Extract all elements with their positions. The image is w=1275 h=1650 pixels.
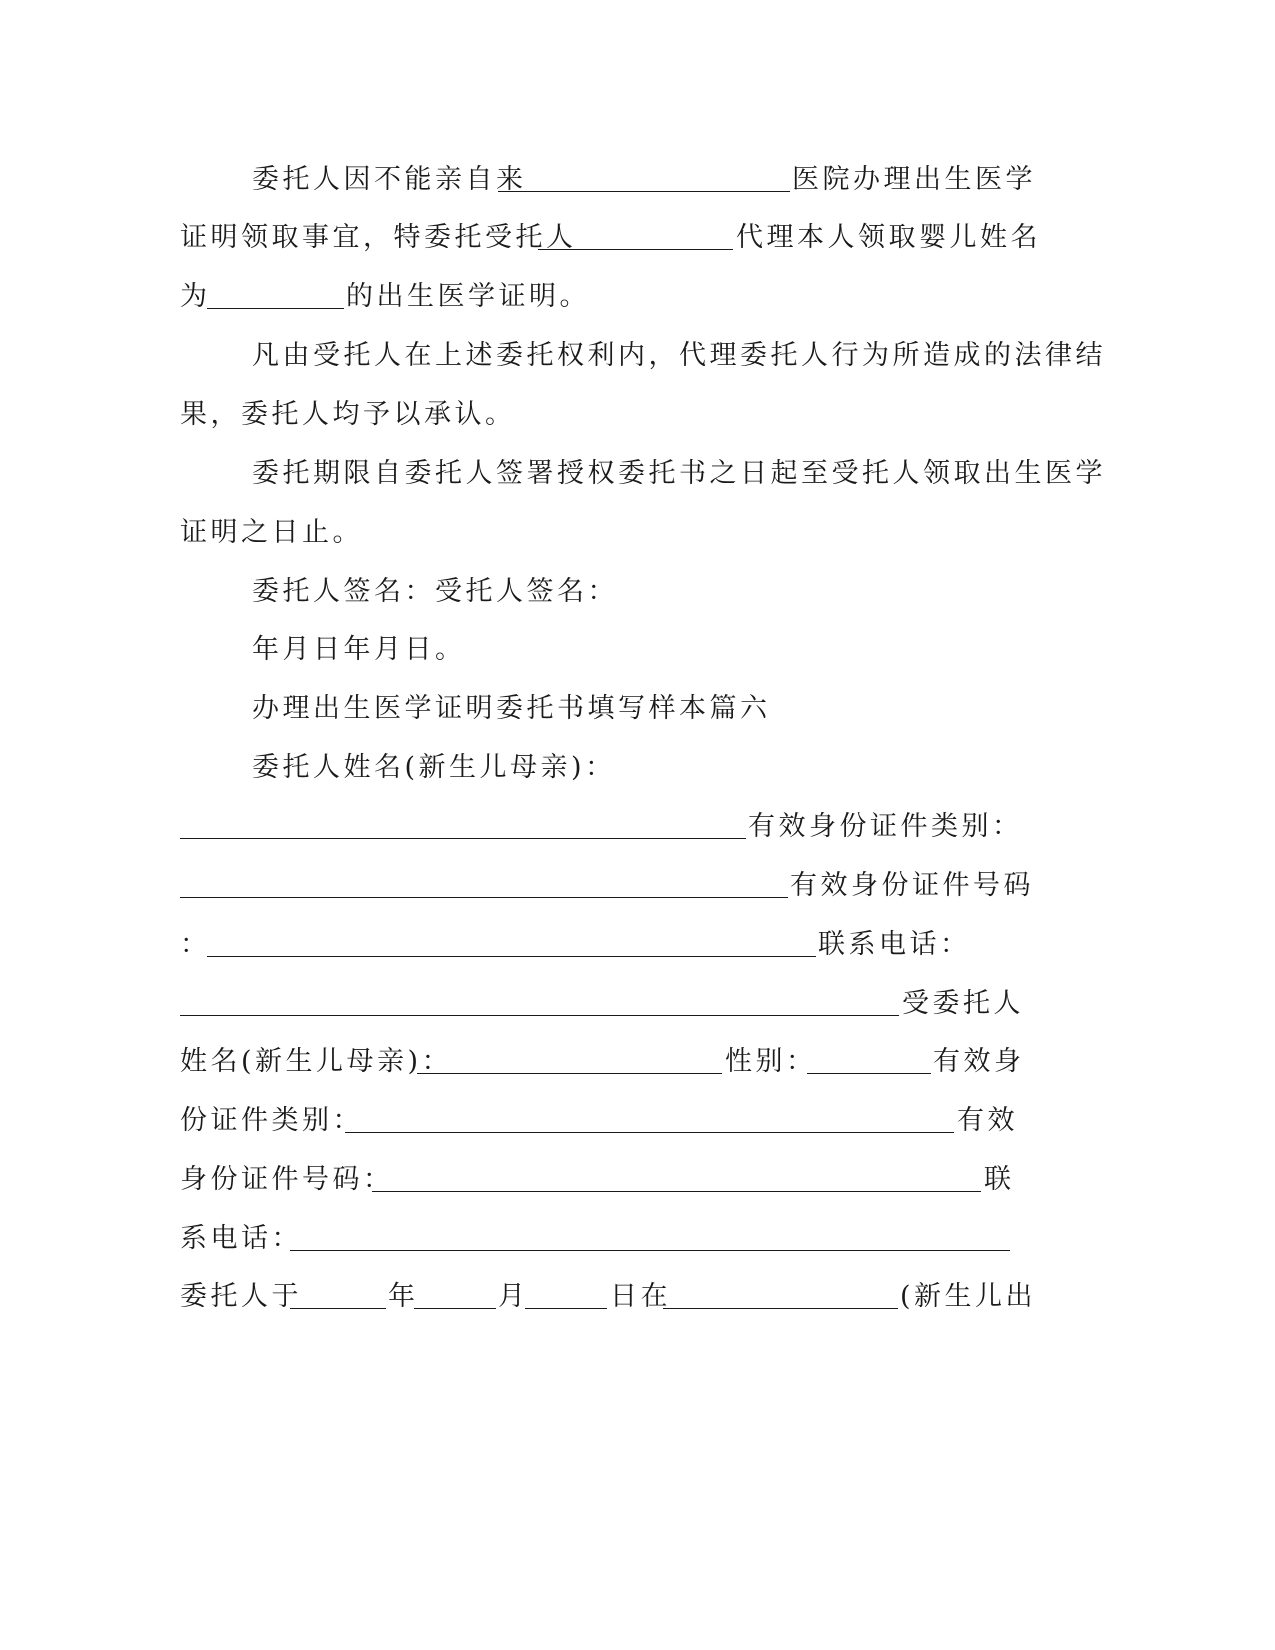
paragraph-3-line-1 bbox=[0, 454, 1275, 494]
client-name-blank bbox=[180, 838, 746, 839]
text-segment: 身份证件号码： bbox=[180, 1164, 394, 1195]
form-line-6 bbox=[0, 1042, 1275, 1082]
form-line-3 bbox=[0, 866, 1275, 906]
text-segment: 有效身 bbox=[933, 1046, 1025, 1077]
form-line-8 bbox=[0, 1160, 1275, 1200]
paragraph-1-line-1 bbox=[0, 160, 1275, 200]
date-line bbox=[0, 630, 1275, 670]
text-segment: 委托人姓名(新生儿母亲)： bbox=[252, 752, 616, 783]
month-blank bbox=[414, 1308, 496, 1309]
form-line-1 bbox=[0, 748, 1275, 788]
text-segment: 月 bbox=[498, 1281, 529, 1312]
trustee-id-number-blank bbox=[372, 1191, 981, 1192]
trustee-phone-blank bbox=[290, 1250, 1010, 1251]
text-segment: 果，委托人均予以承认。 bbox=[180, 399, 516, 430]
birth-place-blank bbox=[663, 1308, 898, 1309]
hospital-name-blank bbox=[498, 191, 790, 192]
paragraph-2-line-1 bbox=[0, 336, 1275, 376]
text-segment: 年月日年月日。 bbox=[252, 634, 466, 665]
text-segment: 委托人签名：受托人签名： bbox=[252, 576, 618, 607]
trustee-name-blank bbox=[538, 249, 733, 250]
text-segment: 代理本人领取婴儿姓名 bbox=[736, 222, 1041, 253]
text-segment: 证明之日止。 bbox=[180, 517, 363, 548]
text-segment: 姓名(新生儿母亲)： bbox=[180, 1046, 453, 1077]
paragraph-1-line-2 bbox=[0, 218, 1275, 258]
text-segment: 年 bbox=[388, 1281, 419, 1312]
text-segment: 的出生医学证明。 bbox=[346, 281, 590, 312]
text-segment: 份证件类别： bbox=[180, 1105, 363, 1136]
section-title: 办理出生医学证明委托书填写样本篇六 bbox=[252, 693, 771, 724]
client-id-number-blank bbox=[207, 956, 816, 957]
text-segment: 有效 bbox=[957, 1105, 1018, 1136]
text-segment: 受委托人 bbox=[902, 988, 1024, 1019]
text-segment: 证明领取事宜，特委托受托人 bbox=[180, 222, 577, 253]
client-id-type-blank bbox=[180, 897, 788, 898]
paragraph-2-line-2 bbox=[0, 395, 1275, 435]
text-segment: 有效身份证件类别： bbox=[748, 811, 1023, 842]
text-segment: 为 bbox=[180, 281, 211, 312]
signature-line bbox=[0, 572, 1275, 612]
text-segment: 有效身份证件号码 bbox=[790, 870, 1034, 901]
form-line-4 bbox=[0, 925, 1275, 965]
year-blank bbox=[290, 1308, 386, 1309]
text-segment: 医院办理出生医学 bbox=[792, 164, 1036, 195]
text-segment: 委托人于 bbox=[180, 1281, 302, 1312]
day-blank bbox=[525, 1308, 607, 1309]
text-segment: 系电话： bbox=[180, 1223, 302, 1254]
section-heading bbox=[0, 689, 1275, 729]
text-segment: 性别： bbox=[725, 1046, 817, 1077]
text-segment: 日在 bbox=[610, 1281, 671, 1312]
client-phone-blank bbox=[180, 1015, 899, 1016]
text-segment: 联 bbox=[984, 1164, 1015, 1195]
trustee-gender-blank bbox=[807, 1073, 931, 1074]
text-segment: ： bbox=[180, 929, 211, 960]
form-line-9 bbox=[0, 1219, 1275, 1259]
form-line-2 bbox=[0, 807, 1275, 847]
paragraph-3-line-2 bbox=[0, 513, 1275, 553]
text-segment: 凡由受托人在上述委托权利内，代理委托人行为所造成的法律结 bbox=[252, 340, 1106, 371]
text-segment: (新生儿出 bbox=[900, 1281, 1037, 1312]
trustee-id-type-blank bbox=[345, 1132, 954, 1133]
form-line-7 bbox=[0, 1101, 1275, 1141]
text-segment: 委托期限自委托人签署授权委托书之日起至受托人领取出生医学 bbox=[252, 458, 1106, 489]
form-line-5 bbox=[0, 984, 1275, 1024]
text-segment: 委托人因不能亲自来 bbox=[252, 164, 527, 195]
paragraph-1-line-3 bbox=[0, 277, 1275, 317]
text-segment: 联系电话： bbox=[818, 929, 971, 960]
trustee-name-blank bbox=[417, 1073, 722, 1074]
form-line-10 bbox=[0, 1277, 1275, 1317]
baby-name-blank bbox=[207, 308, 344, 309]
